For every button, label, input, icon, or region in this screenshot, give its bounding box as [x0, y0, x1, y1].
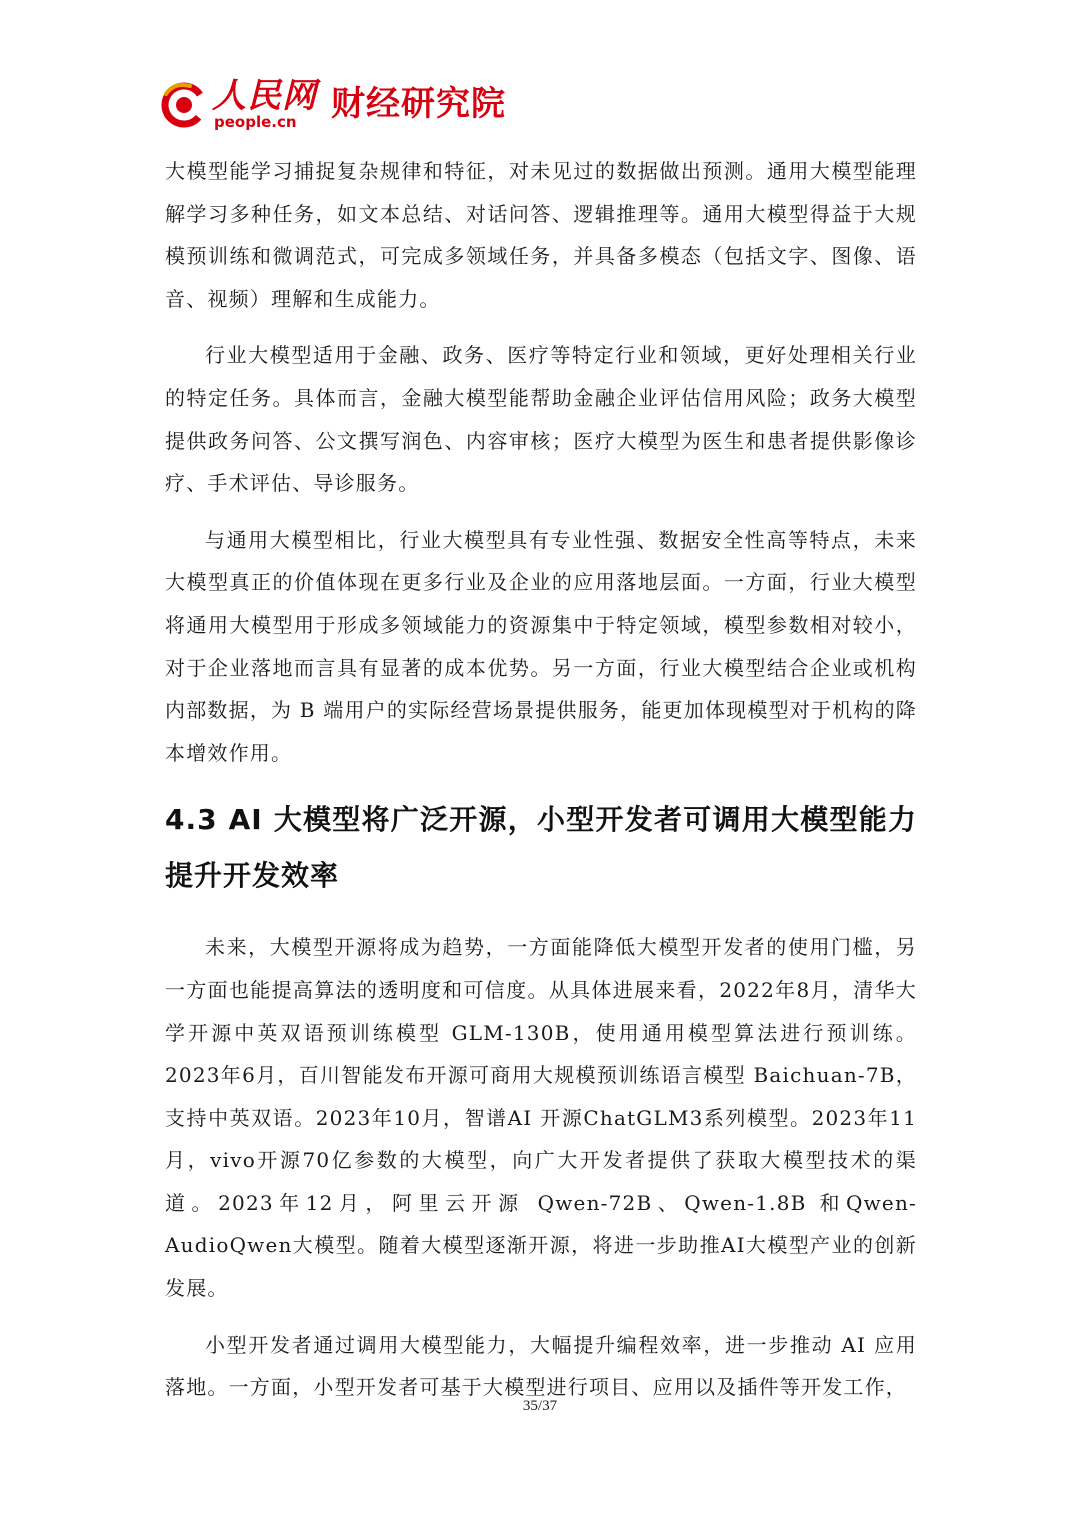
paragraph-3: 与通用大模型相比，行业大模型具有专业性强、数据安全性高等特点，未来大模型真正的价值体现在更多行业及企业的应用落地层面。一方面，行业大模型将通用大模型用于形成多领域能力的资源集中于特定领域，模型参数相对较小，对于企业落地而言具有显著的成本优势。另一方面，行业大模型结合企业或机构内部数据，为 B 端用户的实际经营场景提供服务，能更加体现模型对于机构的降本增效作用。: [165, 527, 917, 765]
document-header: [160, 76, 506, 132]
section-paragraph-2: 小型开发者通过调用大模型能力，大幅提升编程效率，进一步推动 AI 应用落地。一方面，小型开发者可基于大模型进行项目、应用以及插件等开发工作，: [165, 1332, 917, 1400]
paragraph-2: 行业大模型适用于金融、政务、医疗等特定行业和领域，更好处理相关行业的特定任务。具体而言，金融大模型能帮助金融企业评估信用风险；政务大模型提供政务问答、公文撰写润色、内容审核；医疗大模型为医生和患者提供影像诊疗、手术评估、导诊服务。: [165, 343, 917, 496]
institute-name: 财经研究院: [331, 84, 506, 124]
logo-domain-text: people.cn: [214, 113, 297, 131]
paragraph-1: 大模型能学习捕捉复杂规律和特征，对未见过的数据做出预测。通用大模型能理解学习多种任务，如文本总结、对话问答、逻辑推理等。通用大模型得益于大规模预训练和微调范式，可完成多领域任务，并具备多模态（包括文字、图像、语音、视频）理解和生成能力。: [165, 159, 917, 311]
people-logo-icon: [160, 80, 208, 128]
logo-wordmark: [212, 78, 317, 130]
document-body: [165, 150, 917, 1423]
page-number: 35/37: [522, 1398, 558, 1414]
section-heading: 4.3 AI 大模型将广泛开源，小型开发者可调用大模型能力提升开发效率: [165, 803, 917, 893]
section-paragraph-1: 未来，大模型开源将成为趋势，一方面能降低大模型开发者的使用门槛，另一方面也能提高算法的透明度和可信度。从具体进展来看，2022年8月，清华大学开源中英双语预训练模型 GLM-130B，使用通用模型算法进行预训练。2023年6月，百川智能发布开源可商用大规模预训练语言模型 Baichuan-7B，支持中英双语。2023年10月，智谱AI 开源ChatGLM3系列模型。2023年11月，vivo开源70亿参数的大模型，向广大开发者提供了获取大模型技术的渠道。2023年12月，阿里云开源 Qwen-72B、Qwen-1.8B 和Qwen-AudioQwen大模型。随着大模型逐渐开源，将进一步助推AI大模型产业的创新发展。: [165, 935, 917, 1301]
logo-cn-text: 人民网: [212, 76, 317, 116]
